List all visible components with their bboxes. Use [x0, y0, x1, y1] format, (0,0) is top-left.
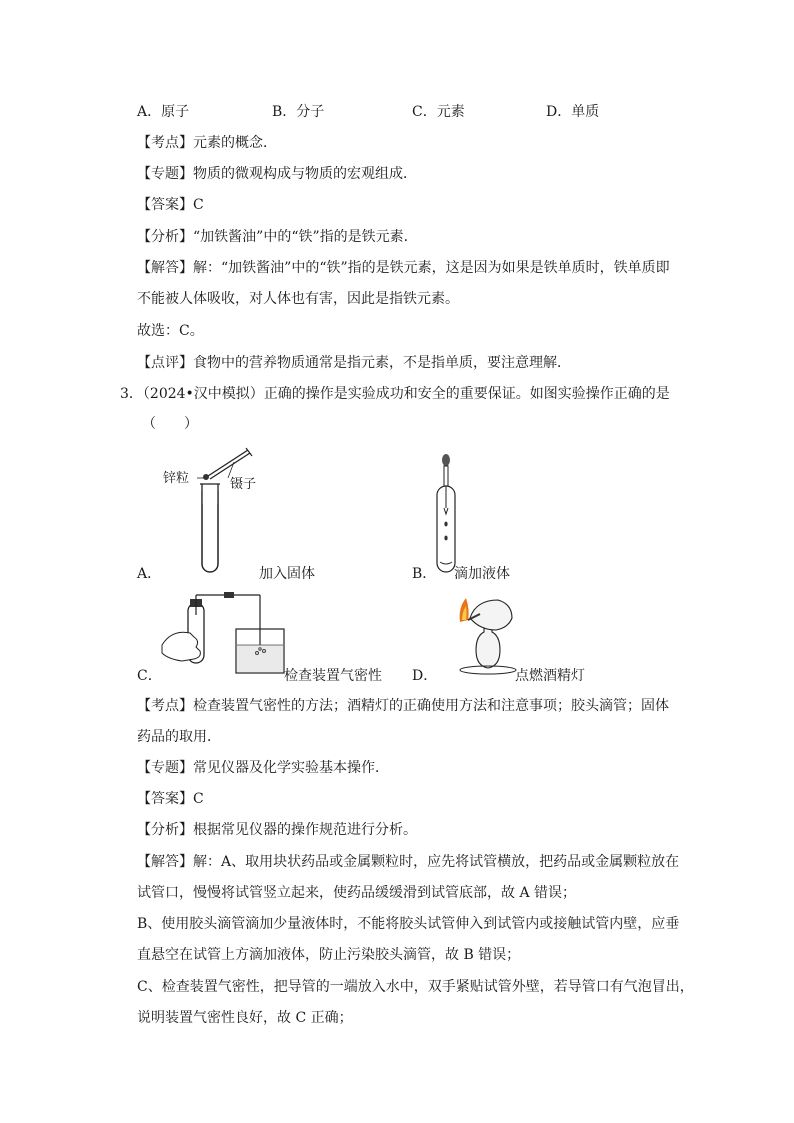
q2-jieda-line1: 【解答】解：“加铁酱油”中的“铁”指的是铁元素，这是因为如果是铁单质时，铁单质即: [137, 260, 670, 276]
q3-b-line2: 直悬空在试管上方滴加液体，防止污染胶头滴管，故 B 错误；: [137, 947, 521, 963]
q3-zhuanti: 【专题】常见仪器及化学实验基本操作．: [137, 760, 389, 776]
q2-zhuanti: 【专题】物质的微观构成与物质的宏观组成．: [137, 166, 417, 182]
tweezers: [208, 450, 248, 476]
label-zinc: 锌粒: [163, 471, 190, 486]
q3-c-line2: 说明装置气密性良好，故 C 正确；: [137, 1010, 353, 1026]
figure-c-airtightness-apparatus: [160, 585, 290, 685]
dropper-bulb: [442, 454, 450, 466]
q3-stem-line1: 3．（2024•汉中模拟）正确的操作是实验成功和安全的重要保证。如图实验操作正确的是: [120, 386, 670, 402]
q3-answer: 【答案】C: [137, 791, 204, 807]
q3-jieda-line1: 【解答】解：A、取用块状药品或金属颗粒时，应先将试管横放，把药品或金属颗粒放在: [137, 854, 680, 870]
q3-jieda-line2: 试管口，慢慢将试管竖立起来，使药品缓缓滑到试管底部，故 A 错误；: [137, 885, 577, 901]
q2-kaodian: 【考点】元素的概念．: [137, 135, 277, 151]
figure-d-caption: 点燃酒精灯: [515, 668, 585, 684]
q2-answer: 【答案】C: [137, 197, 204, 213]
q3-c-line1: C、检查装置气密性，把导管的一端放入水中，双手紧贴试管外壁，若导管口有气泡冒出，: [137, 979, 694, 995]
option-b: B．分子: [272, 104, 325, 120]
figure-a-caption: 加入固体: [259, 566, 315, 582]
option-a: A．原子: [137, 104, 190, 120]
option-c: C．元素: [412, 104, 465, 120]
q2-fenxi: 【分析】“加铁酱油”中的“铁”指的是铁元素．: [137, 229, 418, 245]
q3-fenxi: 【分析】根据常见仪器的操作规范进行分析。: [137, 822, 417, 838]
option-d: D．单质: [546, 104, 600, 120]
q2-jieda-line2: 不能被人体吸收，对人体也有害，因此是指铁元素。: [137, 291, 459, 307]
figure-b-dropper: [428, 450, 468, 580]
hand: [162, 632, 200, 661]
q2-guxuan: 故选：C。: [137, 323, 204, 339]
q2-dianping: 【点评】食物中的营养物质通常是指元素，不是指单质，要注意理解．: [137, 355, 571, 371]
figure-b-letter: B．: [412, 566, 437, 582]
q3-stem-line2: （ ）: [142, 416, 198, 432]
figure-b-caption: 滴加液体: [454, 566, 510, 582]
alcohol-lamp-upright: [476, 626, 500, 668]
figure-a-letter: A．: [137, 566, 162, 582]
figure-d-letter: D．: [412, 668, 438, 684]
label-tweezers: 镊子: [230, 477, 257, 492]
figure-c-letter: C．: [137, 668, 162, 684]
q3-kaodian-line2: 药品的取用．: [137, 729, 221, 745]
q3-b-line1: B、使用胶头滴管滴加少量液体时，不能将胶头试管伸入到试管内或接触试管内壁，应垂: [137, 916, 680, 932]
figure-a-test-tube-tweezers: [160, 440, 275, 580]
q3-kaodian-line1: 【考点】检查装置气密性的方法；酒精灯的正确使用方法和注意事项；胶头滴管；固体: [137, 698, 669, 714]
zinc-granule: [203, 474, 209, 480]
figure-c-caption: 检查装置气密性: [284, 668, 382, 684]
